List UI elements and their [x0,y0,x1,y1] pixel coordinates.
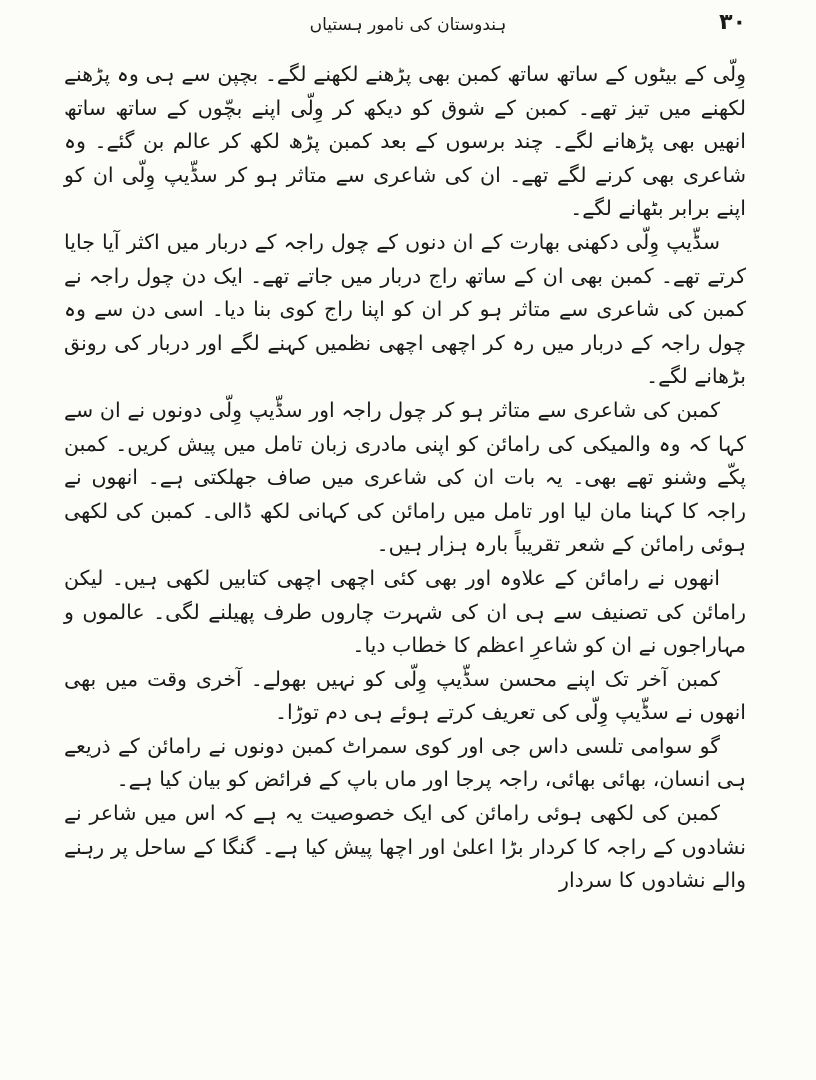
paragraph: سڈّیپ وِلّی دکھنی بھارت کے ان دنوں کے چول راجہ کے دربار میں اکثر آیا جایا کرتے تھے۔ کمبن بھی ان کے ساتھ راج دربار میں جاتے تھے۔ ایک دن چول راجہ نے کمبن کی شاعری سے متاثر ہو کر ان کو اپنا راج کوی بنا دیا۔ اسی دن سے وہ چول راجہ کے دربار میں رہ کر اچھی اچھی نظمیں کہنے لگے اور دربار کی رونق بڑھانے لگے۔ [64,229,746,389]
paragraph: کمبن کی شاعری سے متاثر ہو کر چول راجہ اور سڈّیپ وِلّی دونوں نے ان سے کہا کہ وہ والمیکی کی رامائن کو اپنی مادری زبان تامل میں پیش کریں۔ کمبن پکّے وشنو تھے بھی۔ یہ بات ان کی شاعری میں صاف جھلکتی ہے۔ انھوں نے راجہ کا کہنا مان لیا اور تامل میں رامائن کی کہانی لکھ ڈالی۔ کمبن کی لکھی ہوئی رامائن کے شعر تقریباً بارہ ہزار ہیں۔ [64,397,746,557]
page-header [70,8,746,44]
paragraph: وِلّی کے بیٹوں کے ساتھ ساتھ کمبن بھی پڑھنے لکھنے لگے۔ بچپن سے ہی وہ پڑھنے لکھنے میں تیز تھے۔ کمبن کے شوق کو دیکھ کر وِلّی اپنے بچّوں کے ساتھ ساتھ انھیں بھی پڑھانے لگے۔ چند برسوں کے بعد کمبن پڑھ لکھ کر عالم بن گئے۔ وہ شاعری بھی کرنے لگے تھے۔ ان کی شاعری سے متاثر ہو کر سڈّیپ وِلّی ان کو اپنے برابر بٹھانے لگے۔ [64,62,746,221]
paragraph: کمبن آخر تک اپنے محسن سڈّیپ وِلّی کو نہیں بھولے۔ آخری وقت میں بھی انھوں نے سڈّیپ وِلّی کی تعریف کرتے ہوئے ہی دم توڑا۔ [64,666,746,725]
paragraph: کمبن کی لکھی ہوئی رامائن کی ایک خصوصیت یہ ہے کہ اس میں شاعر نے نشادوں کے راجہ کا کردار بڑا اعلیٰ اور اچھا پیش کیا ہے۔ گنگا کے ساحل پر رہنے والے نشادوں کا سردار [64,801,746,893]
paragraph: گو سوامی تلسی داس جی اور کوی سمراٹ کمبن دونوں نے رامائن کے ذریعے ہی انسان، بھائی بھائی، راجہ پرجا اور ماں باپ کے فرائض کو بیان کیا ہے۔ [64,733,746,792]
page-body [64,58,746,898]
paragraph: انھوں نے رامائن کے علاوہ اور بھی کئی اچھی اچھی کتابیں لکھی ہیں۔ لیکن رامائن کی تصنیف سے ہی ان کی شہرت چاروں طرف پھیلنے لگی۔ عالموں و مہاراجوں نے ان کو شاعرِ اعظم کا خطاب دیا۔ [64,565,746,658]
running-head: ہندوستان کی نامور ہستیاں [309,15,507,35]
page-number: ۳۰ [719,10,746,35]
